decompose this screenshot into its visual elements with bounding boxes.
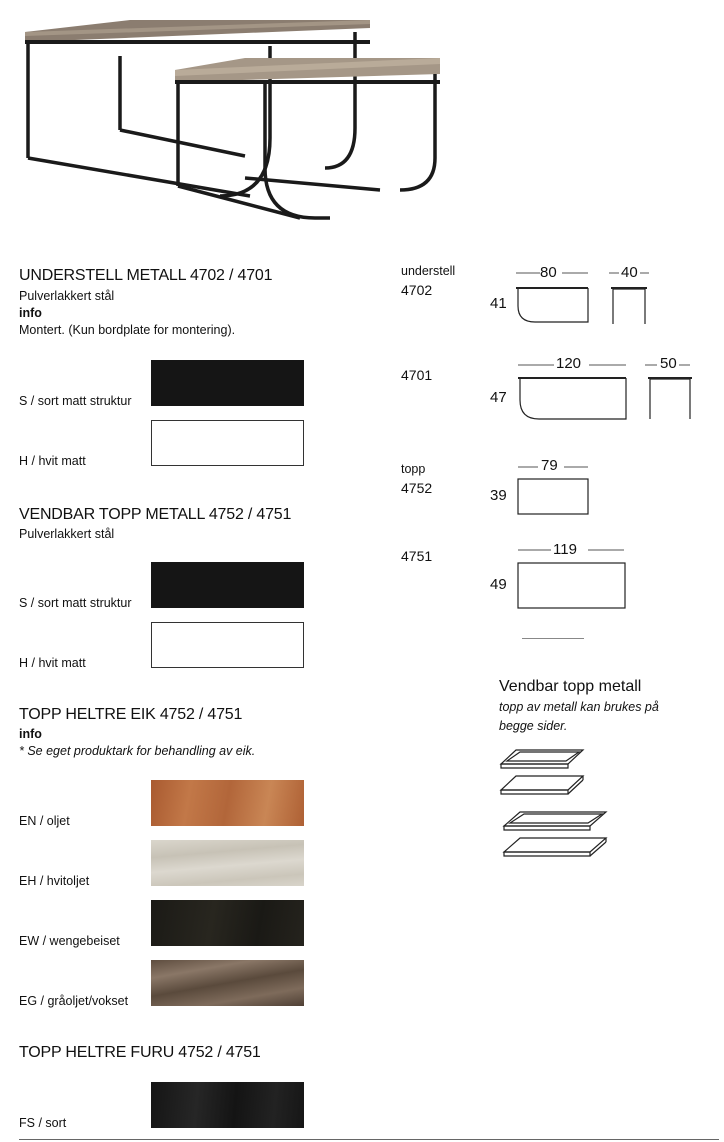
swatch-label: S / sort matt struktur: [19, 596, 132, 610]
understell-info-text: Montert. (Kun bordplate for montering).: [19, 323, 236, 337]
swatch-sort-matt-struktur: [151, 562, 304, 608]
swatch-label: S / sort matt struktur: [19, 394, 132, 408]
drawing-4701-side: [645, 362, 705, 432]
swatch-eik-oljet: [151, 780, 304, 826]
dim-4701-depth: 50: [660, 355, 677, 372]
dim-4701-height: 47: [490, 389, 507, 406]
bottom-divider: [19, 1139, 719, 1140]
swatch-eik-hvitoljet: [151, 840, 304, 886]
vendbar-title: VENDBAR TOPP METALL 4752 / 4751: [19, 506, 292, 523]
code-4751: 4751: [401, 548, 433, 564]
drawing-4701-front: [514, 362, 629, 432]
understell-subtitle: Pulverlakkert stål: [19, 289, 115, 303]
swatch-label: EG / gråoljet/vokset: [19, 994, 129, 1008]
dim-4752-width: 79: [541, 457, 558, 474]
swatch-label: H / hvit matt: [19, 454, 86, 468]
divider: [522, 638, 584, 639]
dim-4702-depth: 40: [621, 264, 638, 281]
furu-title: TOPP HELTRE FURU 4752 / 4751: [19, 1044, 261, 1061]
topp-label: topp: [401, 462, 426, 476]
dim-4702-height: 41: [490, 295, 507, 312]
swatch-hvit-matt: [151, 420, 304, 466]
dim-4752-height: 39: [490, 487, 507, 504]
swatch-label: FS / sort: [19, 1116, 67, 1130]
eik-info-label: info: [19, 727, 42, 741]
swatch-eik-graaoljet: [151, 960, 304, 1006]
eik-note: * Se eget produktark for behandling av eik.: [19, 744, 256, 758]
dim-4751-height: 49: [490, 576, 507, 593]
dim-4751-width: 119: [553, 541, 577, 558]
vendbar-subtitle: Pulverlakkert stål: [19, 527, 115, 541]
swatch-furu-sort: [151, 1082, 304, 1128]
vendbar-info-title: Vendbar topp metall: [499, 678, 642, 695]
code-4752: 4752: [401, 480, 433, 496]
understell-info-label: info: [19, 306, 42, 320]
swatch-label: EH / hvitoljet: [19, 874, 90, 888]
dim-4701-width: 120: [556, 355, 582, 372]
dim-4702-width: 80: [540, 264, 557, 281]
swatch-eik-wengebeiset: [151, 900, 304, 946]
understell-label: understell: [401, 264, 456, 278]
swatch-label: H / hvit matt: [19, 656, 86, 670]
reversible-top-illustration: [498, 746, 613, 861]
swatch-sort-matt-struktur: [151, 360, 304, 406]
code-4702: 4702: [401, 282, 433, 298]
swatch-label: EN / oljet: [19, 814, 70, 828]
swatch-hvit-matt: [151, 622, 304, 668]
vendbar-info-line1: topp av metall kan brukes på: [499, 700, 659, 714]
product-image: [20, 18, 450, 228]
code-4701: 4701: [401, 367, 433, 383]
swatch-label: EW / wengebeiset: [19, 934, 120, 948]
understell-title: UNDERSTELL METALL 4702 / 4701: [19, 267, 273, 284]
vendbar-info-line2: begge sider.: [499, 719, 568, 733]
eik-title: TOPP HELTRE EIK 4752 / 4751: [19, 706, 243, 723]
